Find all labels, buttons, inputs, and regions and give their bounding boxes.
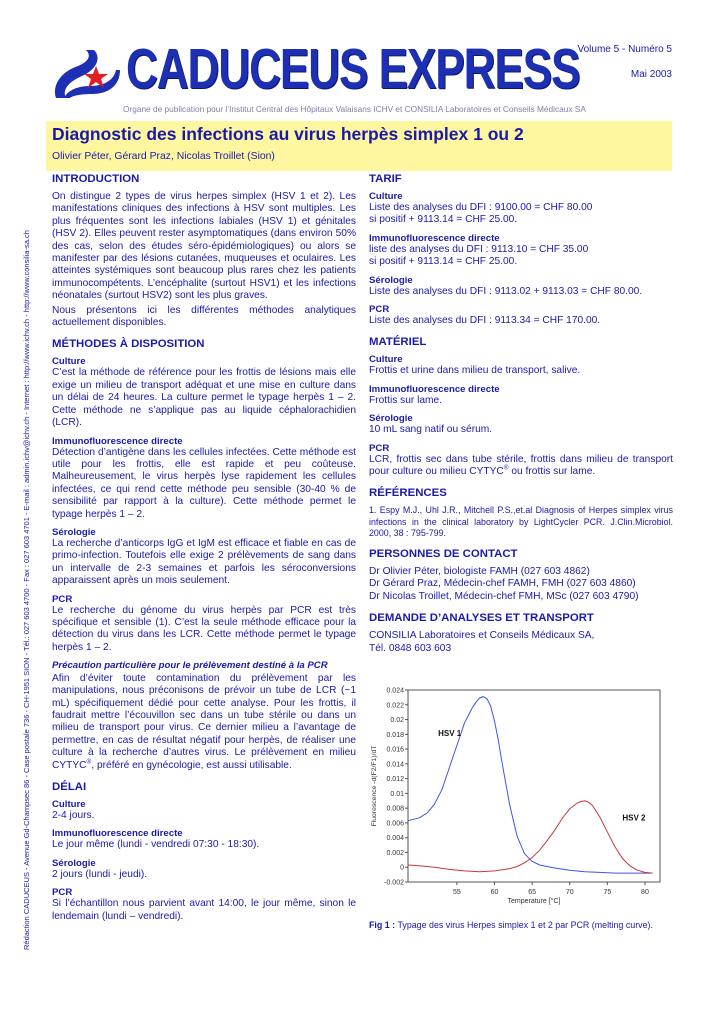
demande-heading: DEMANDE D’ANALYSES ET TRANSPORT (369, 612, 594, 625)
y-tick-label: 0.008 (386, 805, 404, 813)
y-tick-label: 0.022 (386, 702, 404, 710)
tarif-heading: TARIF (369, 173, 402, 185)
issue-date: Mai 2003 (630, 69, 672, 80)
y-axis-label: Fluorescence -d(F2/F1)/dT (371, 745, 378, 827)
x-axis-label: Temperature [°C] (507, 898, 561, 905)
methods-culture-heading: Culture (52, 356, 86, 368)
x-tick-label: 60 (490, 889, 499, 896)
x-tick-label: 55 (452, 889, 461, 896)
demande-line: Tél. 0848 603 603 (369, 642, 452, 654)
tarif-culture-heading: Culture (369, 191, 403, 202)
materiel-culture-heading: Culture (369, 354, 403, 366)
delai-sero-heading: Sérologie (52, 857, 96, 869)
methods-sero-text: La recherche d’anticorps IgG et IgM est efficace et fiable en cas de primo-infection. Toutefois elle exige 2 prélèvements de sang dans un intervalle de 2-3 semaines et parfois les séroconversions apparaissent après un mois seulement. (52, 537, 356, 587)
y-tick-label: 0.024 (386, 687, 404, 695)
y-tick-label: 0 (400, 864, 404, 872)
x-tick-label: 65 (528, 889, 537, 896)
delai-if-text: Le jour même (lundi - vendredi 07:30 - 18:30). (52, 839, 260, 851)
tarif-line: Liste des analyses du DFI : 9113.34 = CHF 170.00. (369, 315, 601, 327)
series-label-hsv2: HSV 2 (622, 813, 646, 823)
materiel-if-heading: Immunofluorescence directe (369, 383, 500, 395)
figure-caption: Fig 1 : Typage des virus Herpes simplex 1 et 2 par PCR (melting curve). (369, 920, 653, 930)
methods-sero-heading: Sérologie (52, 526, 96, 538)
x-tick-label: 75 (603, 889, 612, 896)
caduceus-logo (50, 46, 122, 102)
materiel-pcr-heading: PCR (369, 442, 390, 454)
tarif-line: si positif + 9113.14 = CHF 25.00. (369, 256, 518, 268)
methods-pcr-text: Le recherche du génome du virus herpès par PCR est très spécifique et sensible (1). C’est la seule méthode efficace pour la détection du virus dans les LCR. Cette méthode permet le typage herpès 1 – 2. (52, 604, 356, 653)
precaution-text: Afin d’éviter toute contamination du prélèvement par les manipulations, nous préconisons de prévoir un tube de LCR (~1 mL) spécifiquement dédié pour cette analyse. Pour les frottis, il faudrait mettre l’écouvillon sec dans un tube stérile ou dans un milieu de transport pour virus. Ce dernier milieu a l’avantage de permettre, en cas de résultat négatif pour herpès, de réaliser une culture à la recherche d’autres virus. Le prélèvement en milieu CYTYC®, préféré en gynécologie, est aussi utilisable. (52, 672, 356, 771)
contact-heading: PERSONNES DE CONTACT (369, 548, 518, 561)
delai-pcr-heading: PCR (52, 887, 73, 899)
y-tick-label: 0.01 (390, 790, 404, 798)
contact-line: Dr Nicolas Troillet, Médecin-chef FMH, MSc (027 603 4790) (369, 590, 639, 602)
article-authors: Olivier Péter, Gérard Praz, Nicolas Troillet (Sion) (52, 151, 275, 162)
intro-paragraph: On distingue 2 types de virus herpes simplex (HSV 1 et 2). Les manifestations cliniques des infections à HSV sont multiples. Les plus fréquentes sont les infections labiales (HSV 1) et génitales (HSV 2). Elles peuvent rester asymptomatiques (dans environ 50% des cas, selon des études séro-épidémiologiques) ou alors se manifester par des lésions cutanées, muqueuses et oculaires. Les atteintes systémiques sont beaucoup plus rares chez les patients immunocompétents. L’encéphalite (surtout HSV1) et les infections néonatales (surtout HSV2) sont les plus graves. (52, 191, 356, 302)
chart-svg (368, 684, 674, 916)
volume-number: Volume 5 - Numéro 5 (577, 44, 672, 55)
methods-if-heading: Immunofluorescence directe (52, 435, 183, 447)
sidebar-contact-info: Rédaction CADUCEUS - Avenue Gd-Champsec 86 - Case postale 736 - CH-1951 SION - Tél.: 027 603 4700 - Fax : 027 603 4701 - E-mail : admin.ichv@ichv.ch - Internet : http://www.ichv.ch - http://www.consilia-sa.ch (22, 230, 31, 950)
materiel-pcr-text: LCR, frottis sec dans tube stérile, frottis dans milieu de transport pour culture ou milieu CYTYC® ou frottis sur lame. (369, 453, 673, 478)
tarif-line: Liste des analyses du DFI : 9113.02 + 9113.03 = CHF 80.00. (369, 285, 643, 297)
methods-heading: MÉTHODES À DISPOSITION (52, 338, 205, 351)
materiel-sero-text: 10 mL sang natif ou sérum. (369, 424, 493, 436)
materiel-heading: MATÉRIEL (369, 336, 427, 349)
intro-heading: INTRODUCTION (52, 173, 140, 185)
delai-pcr-text: Si l’échantillon nous parvient avant 14:00, le jour même, sinon le lendemain (lundi – vendredi). (52, 898, 356, 922)
delai-culture-text: 2-4 jours. (52, 809, 95, 821)
delai-if-heading: Immunofluorescence directe (52, 828, 183, 840)
y-tick-label: 0.014 (386, 761, 404, 769)
left-column (52, 173, 356, 923)
x-tick-label: 80 (641, 889, 649, 896)
masthead-title: CADUCEUS EXPRESS (126, 38, 580, 101)
demande-line: CONSILIA Laboratoires et Conseils Médicaux SA, (369, 630, 595, 642)
y-tick-label: 0.018 (386, 731, 404, 739)
contact-line: Dr Gérard Praz, Médecin-chef FAMH, FMH (027 603 4860) (369, 578, 636, 590)
right-column (369, 173, 673, 655)
methods-if-text: Détection d’antigène dans les cellules infectées. Cette méthode est utile pour les frottis, elle est rapide et peu coûteuse. Malheureusement, le virus herpès lyse rapidement les cellules infectées, ce qui rend cette méthode peu sensible (30-40 % de sensibilité par rapport à la culture). Cette méthode permet le typage herpès 1 – 2. (52, 446, 356, 520)
materiel-sero-heading: Sérologie (369, 413, 413, 425)
x-tick-label: 70 (565, 889, 574, 896)
methods-culture-text: C’est la méthode de référence pour les frottis de lésions mais elle exige un milieu de transport adéquat et une mise en culture dans un délai de 24 heures. La culture permet le typage herpès 1 – 2. Cette méthode ne s’applique pas au liquide céphalorachidien (LCR). (52, 367, 356, 429)
melting-curve-chart (368, 684, 674, 916)
y-tick-label: -0.002 (384, 879, 404, 887)
intro-paragraph: Nous présentons ici les différentes méthodes analytiques actuellement disponibles. (52, 304, 356, 329)
tarif-sero-heading: Sérologie (369, 274, 413, 286)
methods-pcr-heading: PCR (52, 593, 73, 605)
contact-line: Dr Olivier Péter, biologiste FAMH (027 603 4862) (369, 566, 590, 578)
references-heading: RÉFÉRENCES (369, 487, 447, 500)
tagline: Organe de publication pour l’Institut Central des Hôpitaux Valaisans ICHV et CONSILIA Laboratoires et Conseils Médicaux SA (123, 104, 586, 114)
y-tick-label: 0.004 (386, 835, 404, 843)
tarif-if-heading: Immunofluorescence directe (369, 232, 500, 244)
y-tick-label: 0.002 (386, 849, 404, 857)
tarif-pcr-heading: PCR (369, 304, 390, 316)
y-tick-label: 0.016 (386, 746, 404, 754)
article-title: Diagnostic des infections au virus herpès simplex 1 ou 2 (52, 124, 524, 144)
reference-item: 1. Espy M.J., Uhl J.R., Mitchell P.S.,et.al Diagnosis of Herpes simplex virus infections in the clinical laboratory by LightCycler PCR. J.Clin.Microbiol. 2000, 38 : 795-799. (369, 505, 673, 538)
y-tick-label: 0.006 (386, 820, 404, 828)
tarif-line: liste des analyses du DFI : 9113.10 = CHF 35.00 (369, 243, 589, 255)
precaution-heading: Précaution particulière pour le prélèvement destiné à la PCR (52, 660, 328, 672)
plot-area (408, 690, 660, 882)
delai-culture-heading: Culture (52, 798, 86, 810)
materiel-if-text: Frottis sur lame. (369, 394, 443, 406)
tarif-line: si positif + 9113.14 = CHF 25.00. (369, 214, 518, 226)
delai-heading: DÉLAI (52, 780, 87, 793)
tarif-line: Liste des analyses du DFI : 9100.00 = CHF 80.00 (369, 202, 593, 213)
y-tick-label: 0.012 (386, 776, 404, 784)
series-label-hsv1: HSV 1 (438, 728, 462, 738)
materiel-culture-text: Frottis et urine dans milieu de transport, salive. (369, 365, 581, 377)
delai-sero-text: 2 jours (lundi - jeudi). (52, 868, 148, 880)
y-tick-label: 0.02 (390, 717, 404, 725)
